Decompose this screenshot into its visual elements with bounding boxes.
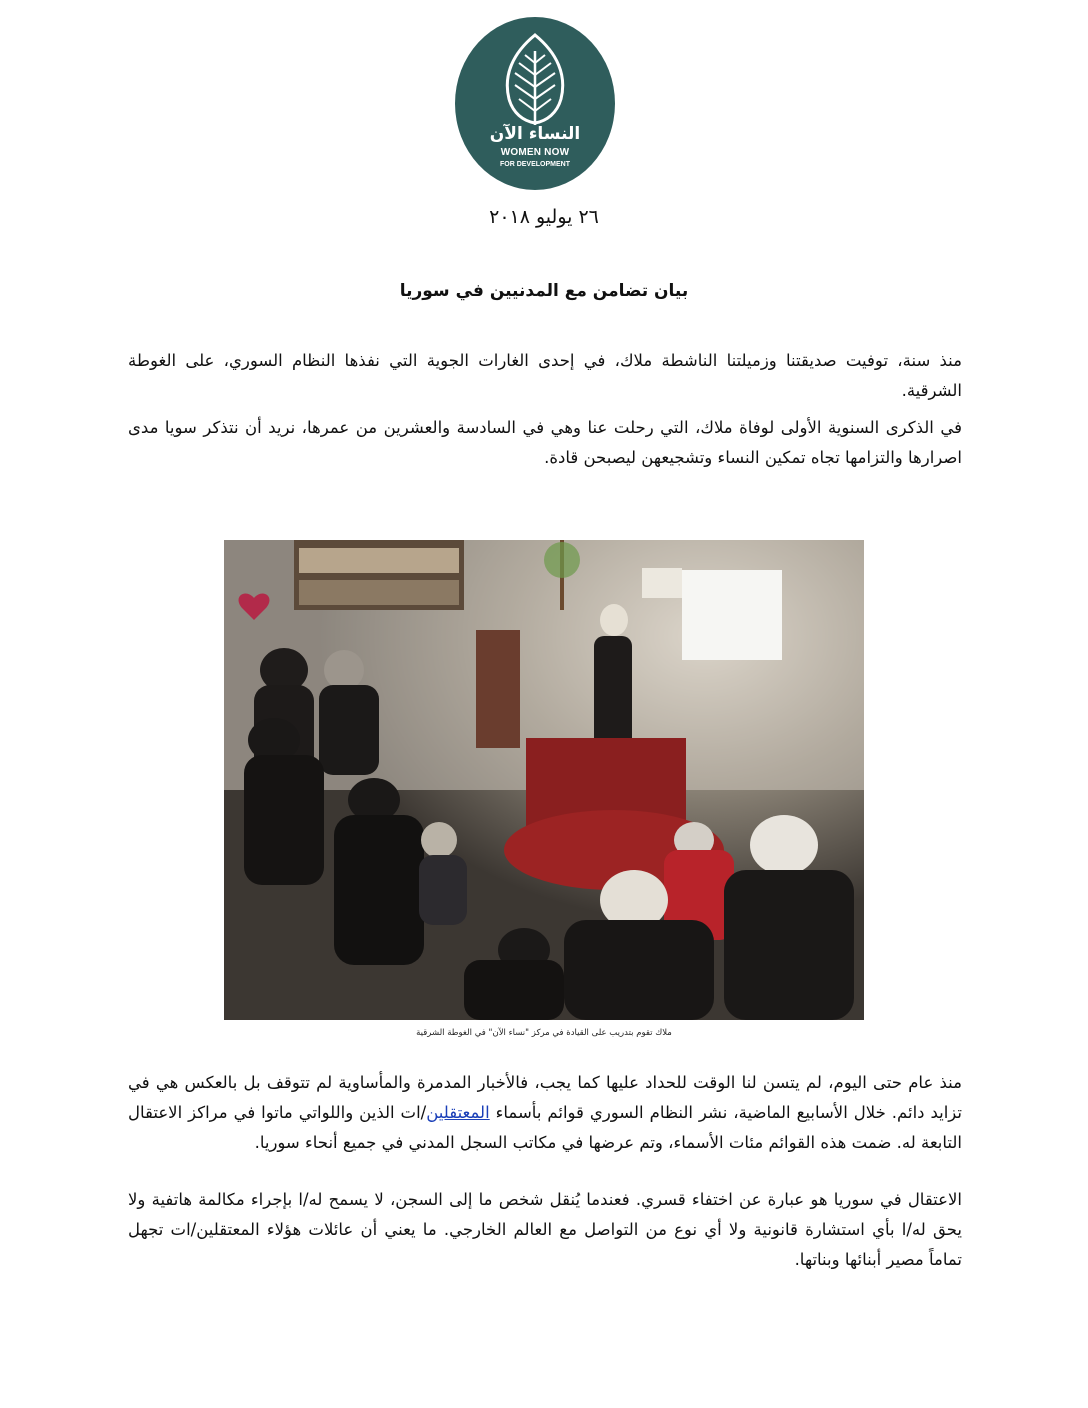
statement-date: ٢٦ يوليو ٢٠١٨: [489, 206, 599, 228]
paragraph-3-text-after: /ات الذين واللواتي ماتوا في مراكز الاعتقال التابعة له. ضمت هذه القوائم مئات الأسماء، وتم عرضها في مكاتب السجل المدني في جميع أنحاء سوريا.: [128, 1103, 962, 1152]
training-photo: [224, 540, 864, 1020]
logo-circle: [455, 17, 615, 190]
paragraph-4: الاعتقال في سوريا هو عبارة عن اختفاء قسري. فعندما يُنقل شخص ما إلى السجن، لا يسمح له/ا بإجراء مكالمة هاتفية ولا يحق له/ا بأي استشارة قانونية ولا أي نوع من التواصل مع العالم الخارجي. ما يعني أن عائلات هؤلاء المعتقلين/ات تجهل تماماً مصير أبنائها وبناتها.: [128, 1190, 962, 1269]
logo-english-line1: WOMEN NOW: [500, 147, 570, 158]
detainees-link[interactable]: المعتقلين: [426, 1103, 490, 1122]
paragraph-1: منذ سنة، توفيت صديقتنا وزميلتنا الناشطة ملاك، في إحدى الغارات الجوية التي نفذها النظام السوري، على الغوطة الشرقية.: [128, 351, 962, 400]
logo-english-line2: FOR DEVELOPMENT: [499, 161, 570, 168]
paragraph-3: [128, 1068, 962, 1158]
statement-title: بيان تضامن مع المدنيين في سوريا: [399, 281, 689, 301]
logo-arabic-text: النساء الآن: [489, 124, 581, 144]
paragraph-2: في الذكرى السنوية الأولى لوفاة ملاك، التي رحلت عنا وهي في السادسة والعشرين من عمرها، نريد أن نتذكر سويا مدى اصرارها والتزامها تجاه تمكين النساء وتشجيعهن ليصبحن قادة.: [128, 418, 962, 467]
paragraph-3-text-before: منذ عام حتى اليوم، لم يتسن لنا الوقت للحداد عليها كما يجب، فالأخبار المدمرة والمأساوية لم تتوقف بل بالعكس هي في تزايد دائم. خلال الأسابيع الماضية، نشر النظام السوري قوائم بأسماء: [128, 1073, 962, 1122]
training-photo-illustration: [224, 540, 864, 1020]
photo-caption: ملاك تقوم بتدريب على القيادة في مركز "نساء الآن" في الغوطة الشرقية: [416, 1028, 672, 1038]
organization-logo: [455, 17, 615, 190]
